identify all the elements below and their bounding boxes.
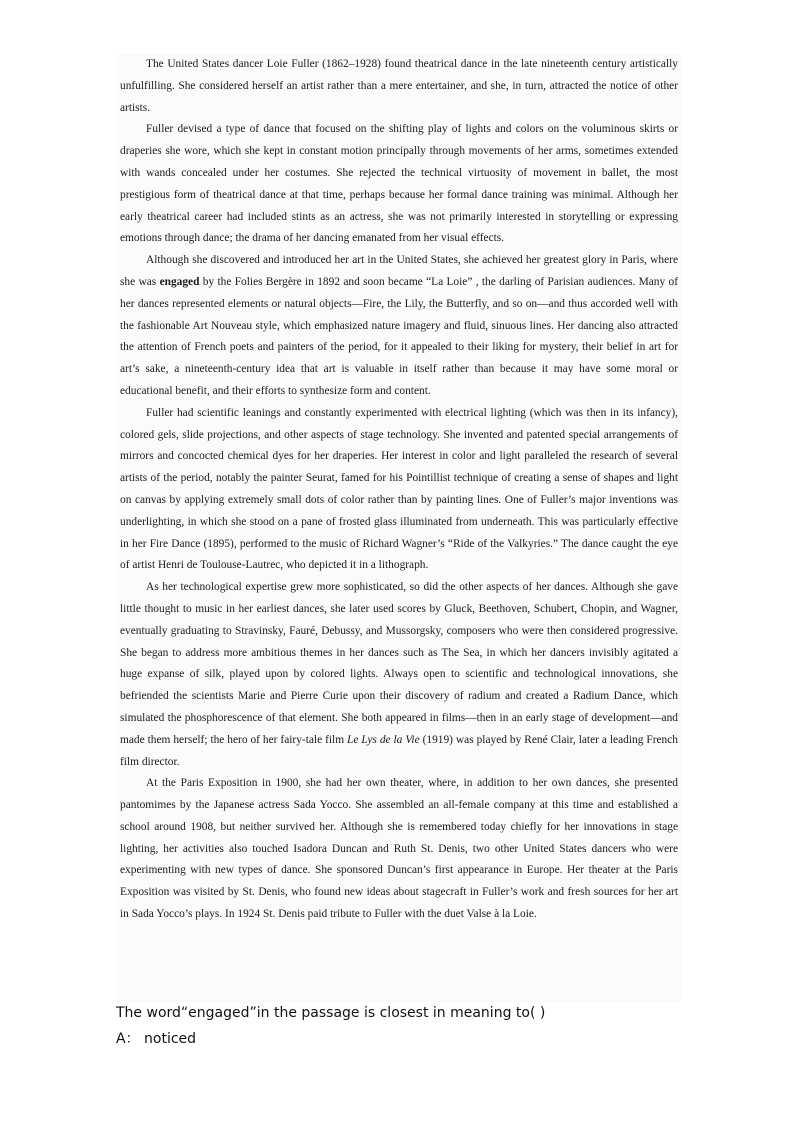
film-title: Le Lys de la Vie [347, 733, 420, 746]
paragraph-3-start: Although she discovered and introduced her art in the United States, she achieved her greatest glory in Paris, where she was [120, 254, 678, 288]
question-stem: The word“engaged”in the passage is closest in meaning to( ) [116, 1005, 546, 1021]
paragraph-5 [120, 577, 678, 773]
question-block [116, 1000, 716, 1052]
paragraph-2: Fuller devised a type of dance that focused on the shifting play of lights and colors on the voluminous skirts or draperies she wore, which she kept in constant motion principally through movements of her arms, sometimes extended with wands concealed under her costumes. She rejected the technical virtuosity of movement in ballet, the most prestigious form of theatrical dance at that time, perhaps because her formal dance training was minimal. Although her early theatrical career had included stints as an actress, she was not primarily interested in storytelling or expressing emotions through dance; the drama of her dancing emanated from her visual effects. [120, 123, 678, 245]
answer-option-a[interactable]: A： noticed [116, 1031, 197, 1047]
passage-image [116, 54, 682, 1002]
paragraph-1: The United States dancer Loie Fuller (1862–1928) found theatrical dance in the late nineteenth century artistically unfulfilling. She considered herself an artist rather than a mere entertainer, and she, in turn, attracted the notice of other artists. [120, 58, 678, 114]
paragraph-3 [120, 250, 678, 403]
paragraph-5-end: (1919) was played by René Clair, later a leading French film director. [120, 733, 678, 768]
paragraph-5-start: As her technological expertise grew more sophisticated, so did the other aspects of her dances. Although she gave little thought to music in her earliest dances, she later used scores by Gluck, Beethoven, Schubert, Chopin, and Wagner, eventually graduating to Stravinsky, Fauré, Debussy, and Mussorgsky, composers who were then considered progressive. She began to address more ambitious themes in her dances such as The Sea, in which her dancers invisibly agitated a huge expanse of silk, played upon by colored lights. Always open to scientific and technological innovations, she befriended the scientists Marie and Pierre Curie upon their discovery of radium and created a Radium Dance, which simulated the phosphorescence of that element. She both appeared in films—then in an early stage of development—and made them herself; the hero of her fairy-tale film [120, 581, 678, 746]
paragraph-3-end: by the Folies Bergère in 1892 and soon became “La Loie” , the darling of Parisian audiences. Many of her dances represented elements or natural objects—Fire, the Lily, the Butterfly, and so on—and thus accorded well with the fashionable Art Nouveau style, which emphasized nature imagery and fluid, sinuous lines. Her dancing also attracted the attention of French poets and painters of the period, for it appealed to their liking for mystery, their belief in art for art’s sake, a nineteenth-century idea that art is valuable in itself rather than because it may have some moral or educational benefit, and their efforts to synthesize form and content. [120, 275, 679, 397]
highlighted-word: engaged [159, 275, 200, 288]
paragraph-4: Fuller had scientific leanings and constantly experimented with electrical lighting (which was then in its infancy), colored gels, slide projections, and other aspects of stage technology. She invented and patented special arrangements of mirrors and concocted chemical dyes for her draperies. Her interest in color and light paralleled the research of several artists of the period, notably the painter Seurat, famed for his Pointillist technique of creating a sense of shapes and light on canvas by applying extremely small dots of color rather than by painting lines. One of Fuller’s major inventions was underlighting, in which she stood on a pane of frosted glass illuminated from underneath. This was particularly effective in her Fire Dance (1895), performed to the music of Richard Wagner’s “Ride of the Valkyries.” The dance caught the eye of artist Henri de Toulouse-Lautrec, who depicted it in a lithograph. [120, 406, 678, 572]
paragraph-6: At the Paris Exposition in 1900, she had her own theater, where, in addition to her own dances, she presented pantomimes by the Japanese actress Sada Yocco. She assembled an all-female company at this time and established a school around 1908, but neither survived her. Although she is remembered today chiefly for her innovations in stage lighting, her activities also touched Isadora Duncan and Ruth St. Denis, two other United States dancers who were experimenting with new types of dance. She sponsored Duncan’s first appearance in Europe. Her theater at the Paris Exposition was visited by St. Denis, who found new ideas about stagecraft in Fuller’s work and fresh sources for her art in Sada Yocco’s plays. In 1924 St. Denis paid tribute to Fuller with the duet Valse à la Loie. [120, 777, 678, 921]
